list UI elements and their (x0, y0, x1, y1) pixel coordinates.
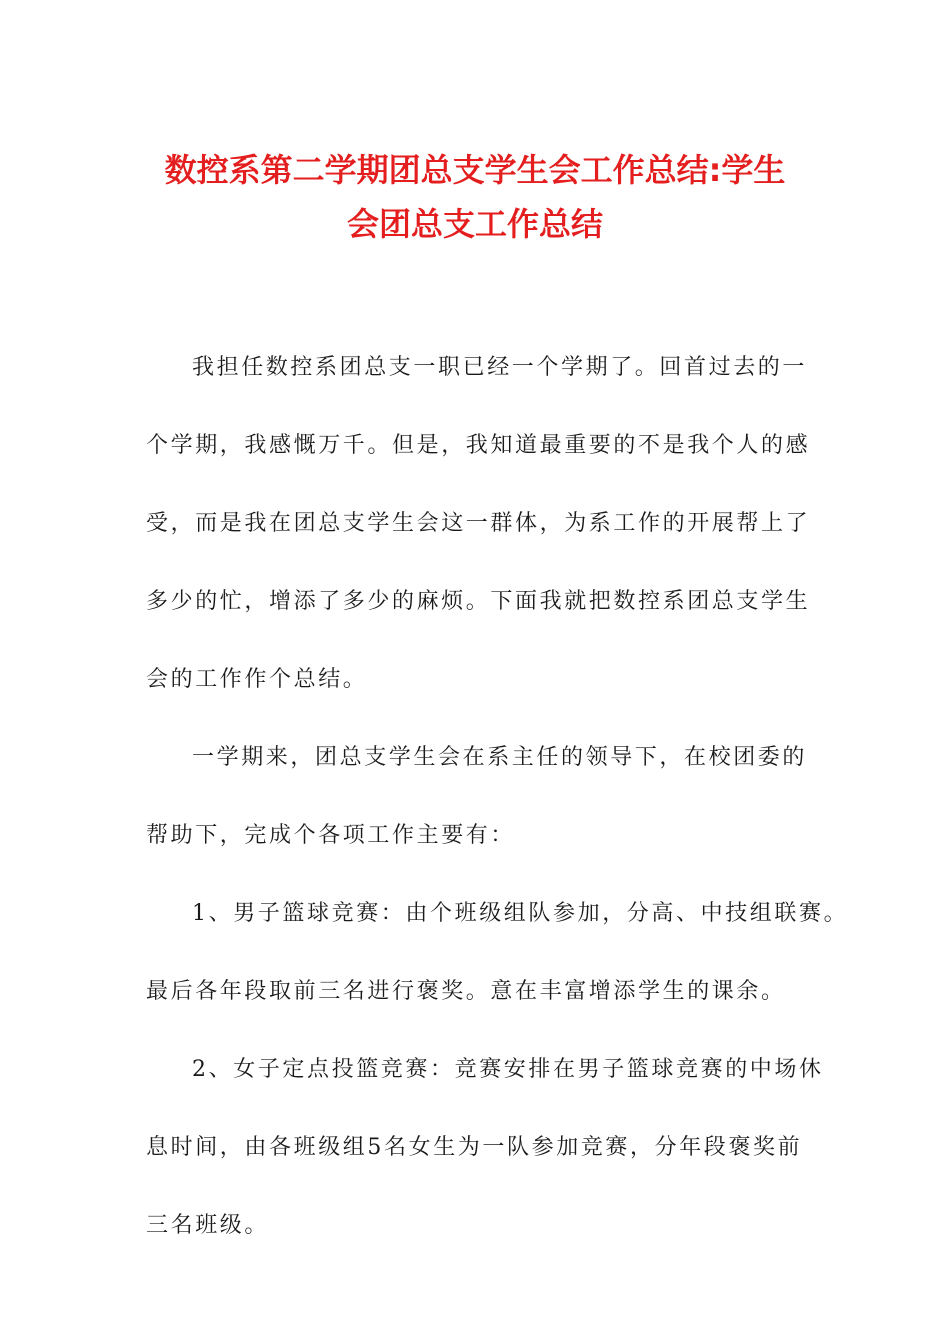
title-line-2: 会团总支工作总结 (346, 205, 603, 243)
paragraph-3-line-1: 1、男子篮球竞赛：由个班级组队参加，分高、中技组联赛。 (192, 901, 849, 926)
paragraph-1-line-4: 多少的忙，增添了多少的麻烦。下面我就把数控系团总支学生 (146, 589, 811, 614)
title-line-1: 数控系第二学期团总支学生会工作总结:学生 (164, 151, 786, 189)
paragraph-1-line-5: 会的工作作个总结。 (146, 667, 368, 692)
paragraph-1-line-3: 受，而是我在团总支学生会这一群体，为系工作的开展帮上了 (146, 511, 811, 536)
paragraph-4-line-2: 息时间，由各班级组5名女生为一队参加竞赛，分年段褒奖前 (146, 1135, 803, 1160)
paragraph-4-line-3: 三名班级。 (146, 1213, 270, 1238)
document-body (146, 329, 849, 1265)
paragraph-3-line-2: 最后各年段取前三名进行褒奖。意在丰富增添学生的课余。 (146, 979, 786, 1004)
paragraph-2-line-1: 一学期来，团总支学生会在系主任的领导下，在校团委的 (192, 745, 808, 770)
paragraph-2-line-2: 帮助下，完成个各项工作主要有： (146, 823, 516, 848)
paragraph-1-line-2: 个学期，我感慨万千。但是，我知道最重要的不是我个人的感 (146, 433, 811, 458)
paragraph-1-line-1: 我担任数控系团总支一职已经一个学期了。回首过去的一 (192, 355, 808, 380)
document-title (120, 143, 830, 251)
paragraph-4-line-1: 2、女子定点投篮竞赛：竞赛安排在男子篮球竞赛的中场休 (192, 1057, 824, 1082)
